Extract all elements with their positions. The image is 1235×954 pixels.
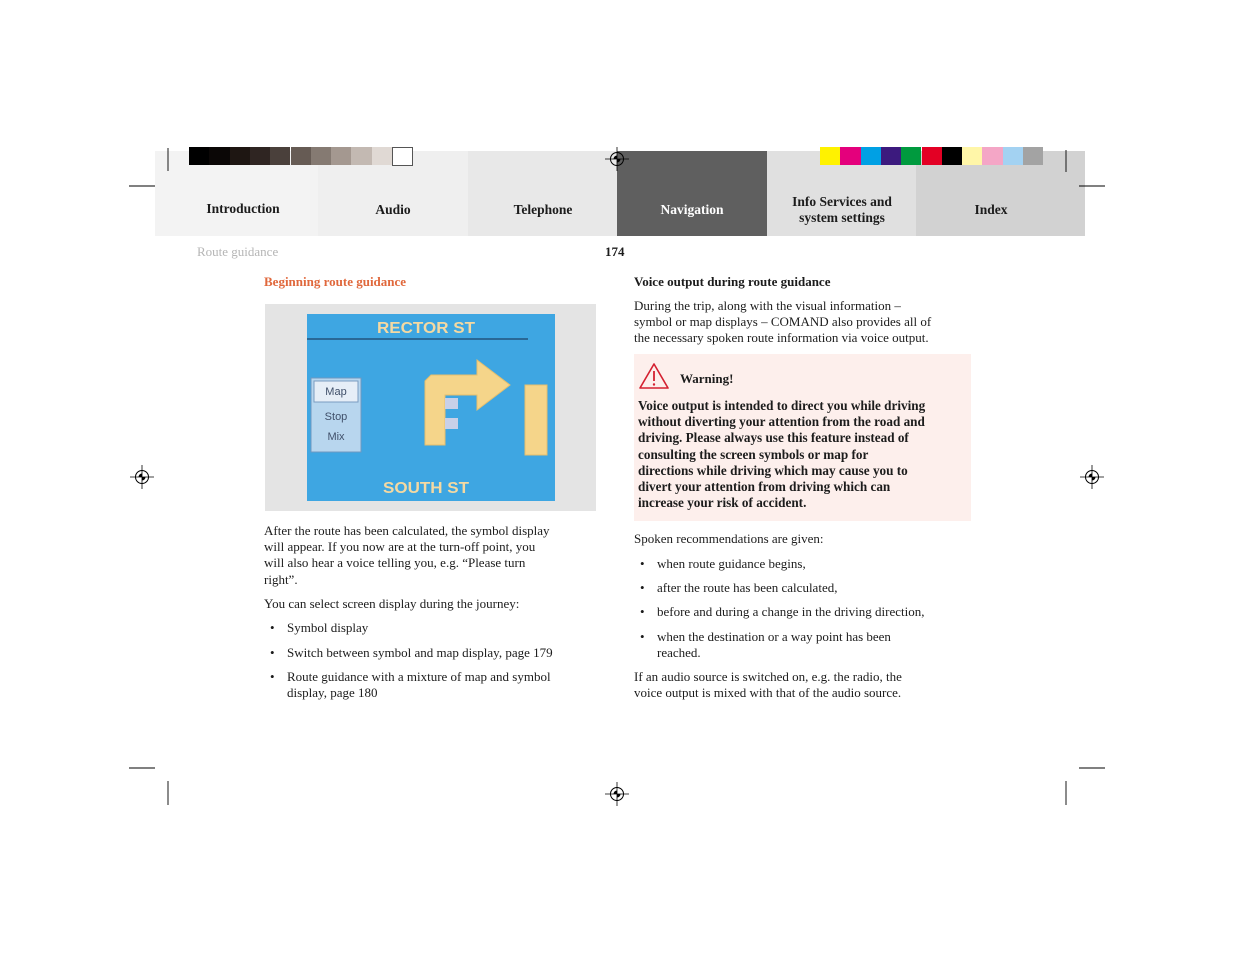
navigation-screen-figure [265,304,596,511]
screen-display-intro: You can select screen display during the journey: [264,596,520,611]
text-line: voice output is mixed with that of the audio source. [634,685,902,701]
route-calculated-paragraph [264,523,550,588]
voice-output-paragraph [634,298,931,347]
side-road-marker [445,398,458,409]
text-line: • Switch between symbol and map display, page 179 [287,645,553,660]
color-swatch [881,147,901,165]
tab-telephone[interactable] [468,151,617,236]
text-line: without diverting your attention from the road and [638,414,925,430]
text-line: right”. [264,571,298,587]
menu-item-stop: Stop [324,411,348,423]
color-swatch [982,147,1002,165]
list-item [634,604,925,620]
text-line: reached. [657,645,701,661]
text-line: the necessary spoken route information via voice output. [634,330,929,346]
gray-swatch [351,147,371,165]
registration-mark [1080,465,1104,489]
tab-label-line: Info Services and [792,194,892,209]
tab-label: Audio [375,202,411,217]
page-number: 174 [605,244,625,259]
text-line: • after the route has been calculated, [657,580,838,595]
list-item [264,645,553,661]
beginning-route-guidance-heading: Beginning route guidance [264,274,407,289]
list-item [634,580,837,596]
text-line: • when the destination or a way point has been [657,629,891,644]
color-swatch [901,147,921,165]
list-item [634,629,891,661]
text-line: After the route has been calculated, the symbol display [264,523,550,538]
voice-output-heading: Voice output during route guidance [634,274,831,289]
tab-label [767,194,917,226]
list-item [264,669,551,701]
gray-swatch [392,147,413,166]
text-line: directions while driving which may cause you to [638,462,908,478]
warning-title: Warning! [680,371,734,386]
gray-swatch [311,147,331,165]
text-line: If an audio source is switched on, e.g. the radio, the [634,669,902,684]
side-road-marker [445,418,458,429]
text-line: • before and during a change in the driving direction, [657,604,925,619]
text-line: consulting the screen symbols or map for [638,446,869,462]
gray-swatch [189,147,209,165]
color-swatch [922,147,942,165]
tab-navigation[interactable] [617,151,767,236]
color-swatch [861,147,881,165]
text-line: increase your risk of accident. [638,495,807,511]
navigation-symbol-display [307,314,555,501]
text-line: divert your attention from driving which can [638,479,891,495]
gray-swatch [331,147,351,165]
color-swatch [820,147,840,165]
warning-triangle-icon [638,362,670,390]
color-swatch [1003,147,1023,165]
tab-label: Navigation [660,202,724,217]
registration-mark [605,782,629,806]
color-swatch [962,147,982,165]
text-line: • Symbol display [287,620,369,635]
gray-swatch [230,147,250,165]
color-swatch [942,147,962,165]
distance-bar [525,385,547,455]
tab-label: Telephone [513,202,573,217]
gray-swatch [270,147,290,165]
section-title: Route guidance [197,244,279,259]
warning-text [638,398,925,511]
warning-box [634,354,971,521]
current-street-label: RECTOR ST [377,320,476,337]
list-item [634,556,806,572]
next-street-label: SOUTH ST [383,480,470,497]
text-line: • Route guidance with a mixture of map and symbol [287,669,551,684]
spoken-recommendations-intro: Spoken recommendations are given: [634,531,824,546]
text-line: Voice output is intended to direct you while driving [638,398,926,413]
color-swatch [840,147,860,165]
registration-mark [130,465,154,489]
text-line: will appear. If you now are at the turn-off point, you [264,539,536,555]
text-line: • when route guidance begins, [657,556,806,571]
tab-label-line: system settings [799,210,885,225]
menu-item-mix: Mix [327,431,345,443]
audio-source-paragraph [634,669,902,701]
text-line: display, page 180 [287,685,378,701]
gray-swatch [291,147,311,165]
tab-label: Index [974,202,1008,217]
list-item [264,620,368,636]
gray-swatch [209,147,229,165]
text-line: driving. Please always use this feature instead of [638,430,909,446]
tab-label: Introduction [206,201,280,216]
color-swatch [1023,147,1043,165]
text-line: During the trip, along with the visual information – [634,298,901,313]
text-line: will also hear a voice telling you, e.g. “Please turn [264,555,526,571]
gray-swatch [250,147,270,165]
menu-item-map: Map [325,386,347,398]
text-line: symbol or map displays – COMAND also provides all of [634,314,932,330]
display-mode-menu [311,378,361,452]
gray-swatch [372,147,392,165]
